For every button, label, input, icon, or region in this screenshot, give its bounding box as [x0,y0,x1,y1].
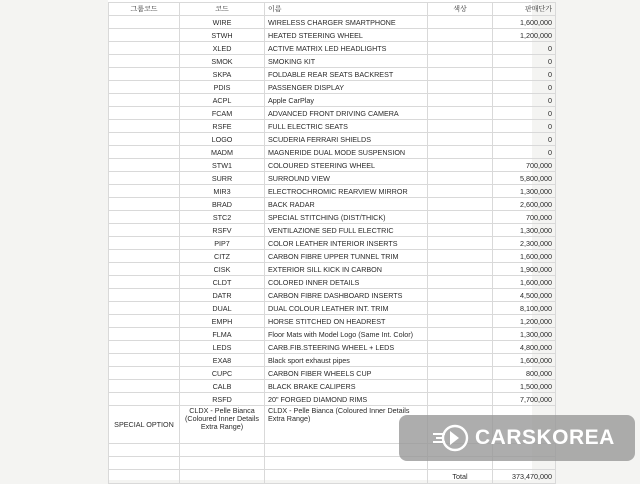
row-name-cell: SMOKING KIT [265,55,428,68]
table-row [109,42,556,55]
row-name-cell: ELECTROCHROMIC REARVIEW MIRROR [265,185,428,198]
row-group-cell [109,224,180,237]
row-color-cell [428,68,493,81]
table-row [109,94,556,107]
row-name-cell: Apple CarPlay [265,94,428,107]
row-code-cell: LEDS [180,341,265,354]
row-name-cell: ADVANCED FRONT DRIVING CAMERA [265,107,428,120]
row-name-cell: Floor Mats with Model Logo (Same Int. Color) [265,328,428,341]
row-code-cell: PDIS [180,81,265,94]
row-price-cell: 1,300,000 [493,224,556,237]
row-code-cell: STWH [180,29,265,42]
row-code-cell: FCAM [180,107,265,120]
row-color-cell [428,172,493,185]
row-code-cell: PIP7 [180,237,265,250]
row-code-cell: SMOK [180,55,265,68]
row-color-cell [428,250,493,263]
row-price-cell: 1,600,000 [493,354,556,367]
row-name-cell: FOLDABLE REAR SEATS BACKREST [265,68,428,81]
table-row [109,380,556,393]
row-color-cell [428,55,493,68]
row-price-cell: 1,600,000 [493,16,556,29]
row-code-cell: RSFD [180,393,265,406]
table-row [109,133,556,146]
row-name-cell: FULL ELECTRIC SEATS [265,120,428,133]
row-price-cell: 1,600,000 [493,250,556,263]
row-color-cell [428,315,493,328]
table-row [109,367,556,380]
row-name-cell: COLOURED STEERING WHEEL [265,159,428,172]
row-group-cell [109,328,180,341]
table-row [109,263,556,276]
row-price-cell: 700,000 [493,159,556,172]
table-row [109,276,556,289]
table-row [109,185,556,198]
row-price-cell: 0 [493,107,556,120]
row-name-cell: CARBON FIBER WHEELS CUP [265,367,428,380]
row-name-cell: VENTILAZIONE SED FULL ELECTRIC [265,224,428,237]
table-row [109,146,556,159]
table-row [109,68,556,81]
row-name-cell: BLACK BRAKE CALIPERS [265,380,428,393]
header-code: 코드 [180,3,265,16]
row-color-cell [428,133,493,146]
table-row [109,198,556,211]
row-group-cell [109,198,180,211]
row-color-cell [428,146,493,159]
row-color-cell [428,237,493,250]
row-group-cell [109,159,180,172]
row-group-cell [109,55,180,68]
row-color-cell [428,380,493,393]
table-row [109,354,556,367]
row-code-cell: CLDT [180,276,265,289]
row-group-cell [109,133,180,146]
table-row [109,81,556,94]
row-group-cell [109,172,180,185]
row-code-cell: SURR [180,172,265,185]
row-color-cell [428,81,493,94]
row-group-cell [109,380,180,393]
row-price-cell: 0 [493,68,556,81]
row-color-cell [428,393,493,406]
row-color-cell [428,94,493,107]
row-price-cell: 1,500,000 [493,380,556,393]
row-color-cell [428,263,493,276]
row-code-cell: DATR [180,289,265,302]
table-body [109,16,556,406]
row-code-cell: CUPC [180,367,265,380]
row-group-cell [109,289,180,302]
watermark-text: CARSKOREA [475,426,615,449]
row-name-cell: Black sport exhaust pipes [265,354,428,367]
row-code-cell: EMPH [180,315,265,328]
row-code-cell: SKPA [180,68,265,81]
special-name: CLDX - Pelle Bianca (Coloured Inner Details Extra Range) [265,406,428,444]
row-name-cell: SURROUND VIEW [265,172,428,185]
table-row [109,341,556,354]
row-group-cell [109,94,180,107]
row-group-cell [109,341,180,354]
row-price-cell: 0 [493,146,556,159]
row-color-cell [428,198,493,211]
row-code-cell: RSFE [180,120,265,133]
row-code-cell: STC2 [180,211,265,224]
row-name-cell: COLOR LEATHER INTERIOR INSERTS [265,237,428,250]
table-row [109,302,556,315]
row-group-cell [109,276,180,289]
row-color-cell [428,107,493,120]
row-group-cell [109,42,180,55]
row-group-cell [109,237,180,250]
row-color-cell [428,289,493,302]
row-code-cell: WIRE [180,16,265,29]
row-name-cell: SPECIAL STITCHING (DIST/THICK) [265,211,428,224]
row-group-cell [109,393,180,406]
row-price-cell: 0 [493,55,556,68]
row-name-cell: HORSE STITCHED ON HEADREST [265,315,428,328]
total-row [109,470,556,484]
row-code-cell: LOGO [180,133,265,146]
row-name-cell: ACTIVE MATRIX LED HEADLIGHTS [265,42,428,55]
table-row [109,211,556,224]
row-price-cell: 1,300,000 [493,185,556,198]
row-name-cell: BACK RADAR [265,198,428,211]
row-name-cell: EXTERIOR SILL KICK IN CARBON [265,263,428,276]
table-row [109,393,556,406]
row-price-cell: 1,200,000 [493,29,556,42]
row-color-cell [428,211,493,224]
table-row [109,159,556,172]
row-code-cell: EXA8 [180,354,265,367]
row-code-cell: RSFV [180,224,265,237]
row-price-cell: 1,600,000 [493,276,556,289]
carskorea-logo-icon [431,423,469,453]
row-price-cell: 4,800,000 [493,341,556,354]
header-group-code: 그룹코드 [109,3,180,16]
row-color-cell [428,276,493,289]
row-code-cell: FLMA [180,328,265,341]
row-color-cell [428,159,493,172]
row-price-cell: 800,000 [493,367,556,380]
header-color: 색상 [428,3,493,16]
row-group-cell [109,146,180,159]
row-price-cell: 4,500,000 [493,289,556,302]
row-code-cell: CISK [180,263,265,276]
row-price-cell: 2,300,000 [493,237,556,250]
row-code-cell: CITZ [180,250,265,263]
row-name-cell: DUAL COLOUR LEATHER INT. TRIM [265,302,428,315]
row-color-cell [428,120,493,133]
row-code-cell: BRAD [180,198,265,211]
row-price-cell: 7,700,000 [493,393,556,406]
row-name-cell: SCUDERIA FERRARI SHIELDS [265,133,428,146]
header-name: 이름 [265,3,428,16]
row-price-cell: 0 [493,94,556,107]
row-group-cell [109,263,180,276]
row-color-cell [428,224,493,237]
row-group-cell [109,68,180,81]
table-row [109,55,556,68]
total-value: 373,470,000 [493,470,556,484]
row-code-cell: DUAL [180,302,265,315]
row-group-cell [109,250,180,263]
row-name-cell: CARB.FIB.STEERING WHEEL + LEDS [265,341,428,354]
row-name-cell: HEATED STEERING WHEEL [265,29,428,42]
table-row [109,328,556,341]
row-group-cell [109,29,180,42]
row-group-cell [109,367,180,380]
row-color-cell [428,185,493,198]
row-price-cell: 0 [493,133,556,146]
row-color-cell [428,341,493,354]
row-price-cell: 1,200,000 [493,315,556,328]
row-price-cell: 0 [493,120,556,133]
row-name-cell: 20" FORGED DIAMOND RIMS [265,393,428,406]
row-code-cell: MADM [180,146,265,159]
special-code: CLDX - Pelle Bianca (Coloured Inner Details Extra Range) [180,406,265,444]
carskorea-watermark [399,415,635,461]
row-code-cell: ACPL [180,94,265,107]
options-price-table [108,2,556,484]
table-row [109,224,556,237]
row-color-cell [428,29,493,42]
table-row [109,120,556,133]
row-color-cell [428,367,493,380]
table-row [109,107,556,120]
row-color-cell [428,354,493,367]
row-group-cell [109,107,180,120]
table-row [109,172,556,185]
row-name-cell: CARBON FIBRE UPPER TUNNEL TRIM [265,250,428,263]
row-price-cell: 5,800,000 [493,172,556,185]
row-price-cell: 700,000 [493,211,556,224]
row-name-cell: COLORED INNER DETAILS [265,276,428,289]
row-group-cell [109,16,180,29]
table-row [109,16,556,29]
total-label: Total [428,470,493,484]
row-color-cell [428,42,493,55]
header-price: 판매단가 [493,3,556,16]
row-name-cell: MAGNERIDE DUAL MODE SUSPENSION [265,146,428,159]
row-code-cell: STW1 [180,159,265,172]
row-group-cell [109,81,180,94]
row-color-cell [428,16,493,29]
row-color-cell [428,302,493,315]
table-row [109,315,556,328]
row-group-cell [109,302,180,315]
table-row [109,250,556,263]
row-price-cell: 1,300,000 [493,328,556,341]
row-price-cell: 2,600,000 [493,198,556,211]
row-code-cell: CALB [180,380,265,393]
row-name-cell: CARBON FIBRE DASHBOARD INSERTS [265,289,428,302]
row-group-cell [109,315,180,328]
row-code-cell: XLED [180,42,265,55]
special-group: SPECIAL OPTION [109,406,180,444]
row-price-cell: 0 [493,42,556,55]
row-price-cell: 1,900,000 [493,263,556,276]
table-row [109,289,556,302]
row-color-cell [428,328,493,341]
row-name-cell: WIRELESS CHARGER SMARTPHONE [265,16,428,29]
row-price-cell: 0 [493,81,556,94]
row-group-cell [109,354,180,367]
row-price-cell: 8,100,000 [493,302,556,315]
table-header-row [109,3,556,16]
row-code-cell: MIR3 [180,185,265,198]
row-group-cell [109,211,180,224]
row-group-cell [109,120,180,133]
table-row [109,29,556,42]
table-row [109,237,556,250]
row-name-cell: PASSENGER DISPLAY [265,81,428,94]
row-group-cell [109,185,180,198]
